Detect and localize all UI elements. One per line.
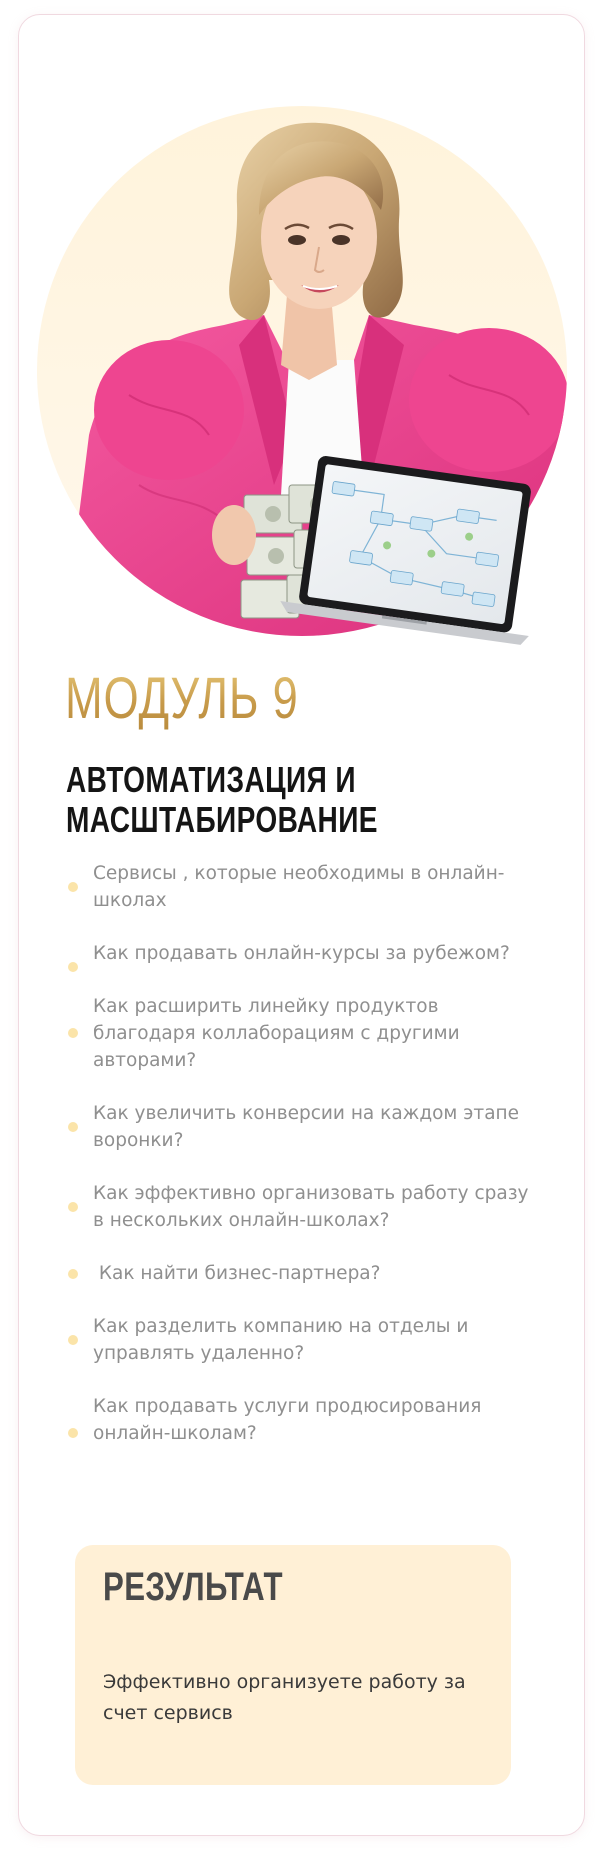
list-item-text: Сервисы , которые необходимы в онлайн-школах [93,863,505,911]
hero-photo [19,15,584,675]
list-item-text: Как продавать услуги продюсирования онлайн-школам? [93,1396,482,1444]
list-item-text: Как разделить компанию на отделы и управлять удаленно? [93,1316,469,1364]
dot-bullet-icon [68,962,78,972]
list-item-text: Как эффективно организовать работу сразу в нескольких онлайн-школах? [93,1183,529,1231]
list-item-text: Как найти бизнес-партнера? [93,1263,381,1284]
list-item [65,1313,545,1367]
dot-bullet-icon [68,1028,78,1038]
dot-bullet-icon [68,1335,78,1345]
dot-bullet-icon [68,1428,78,1438]
list-item [65,1180,545,1234]
list-item [65,993,545,1074]
module-title: МОДУЛЬ 9 [65,666,299,731]
topics-list [65,860,545,1473]
list-item [65,940,545,967]
dot-bullet-icon [68,882,78,892]
dot-bullet-icon [68,1122,78,1132]
list-item-text: Как продавать онлайн-курсы за рубежом? [93,943,510,964]
module-card [18,14,585,1836]
section-title: АВТОМАТИЗАЦИЯ И МАСШТАБИРОВАНИЕ [66,759,378,840]
list-item [65,1393,545,1447]
list-item-text: Как расширить линейку продуктов благодаря коллаборациям с другими авторами? [93,996,460,1071]
dot-bullet-icon [68,1269,78,1279]
list-item [65,860,545,914]
list-item-text: Как увеличить конверсии на каждом этапе воронки? [93,1103,520,1151]
result-box [75,1545,511,1785]
list-item [65,1260,545,1287]
result-text: Эффективно организуете работу за счет сервисв [103,1671,466,1724]
dot-bullet-icon [68,1202,78,1212]
list-item [65,1100,545,1154]
result-title: РЕЗУЛЬТАТ [103,1565,284,1609]
